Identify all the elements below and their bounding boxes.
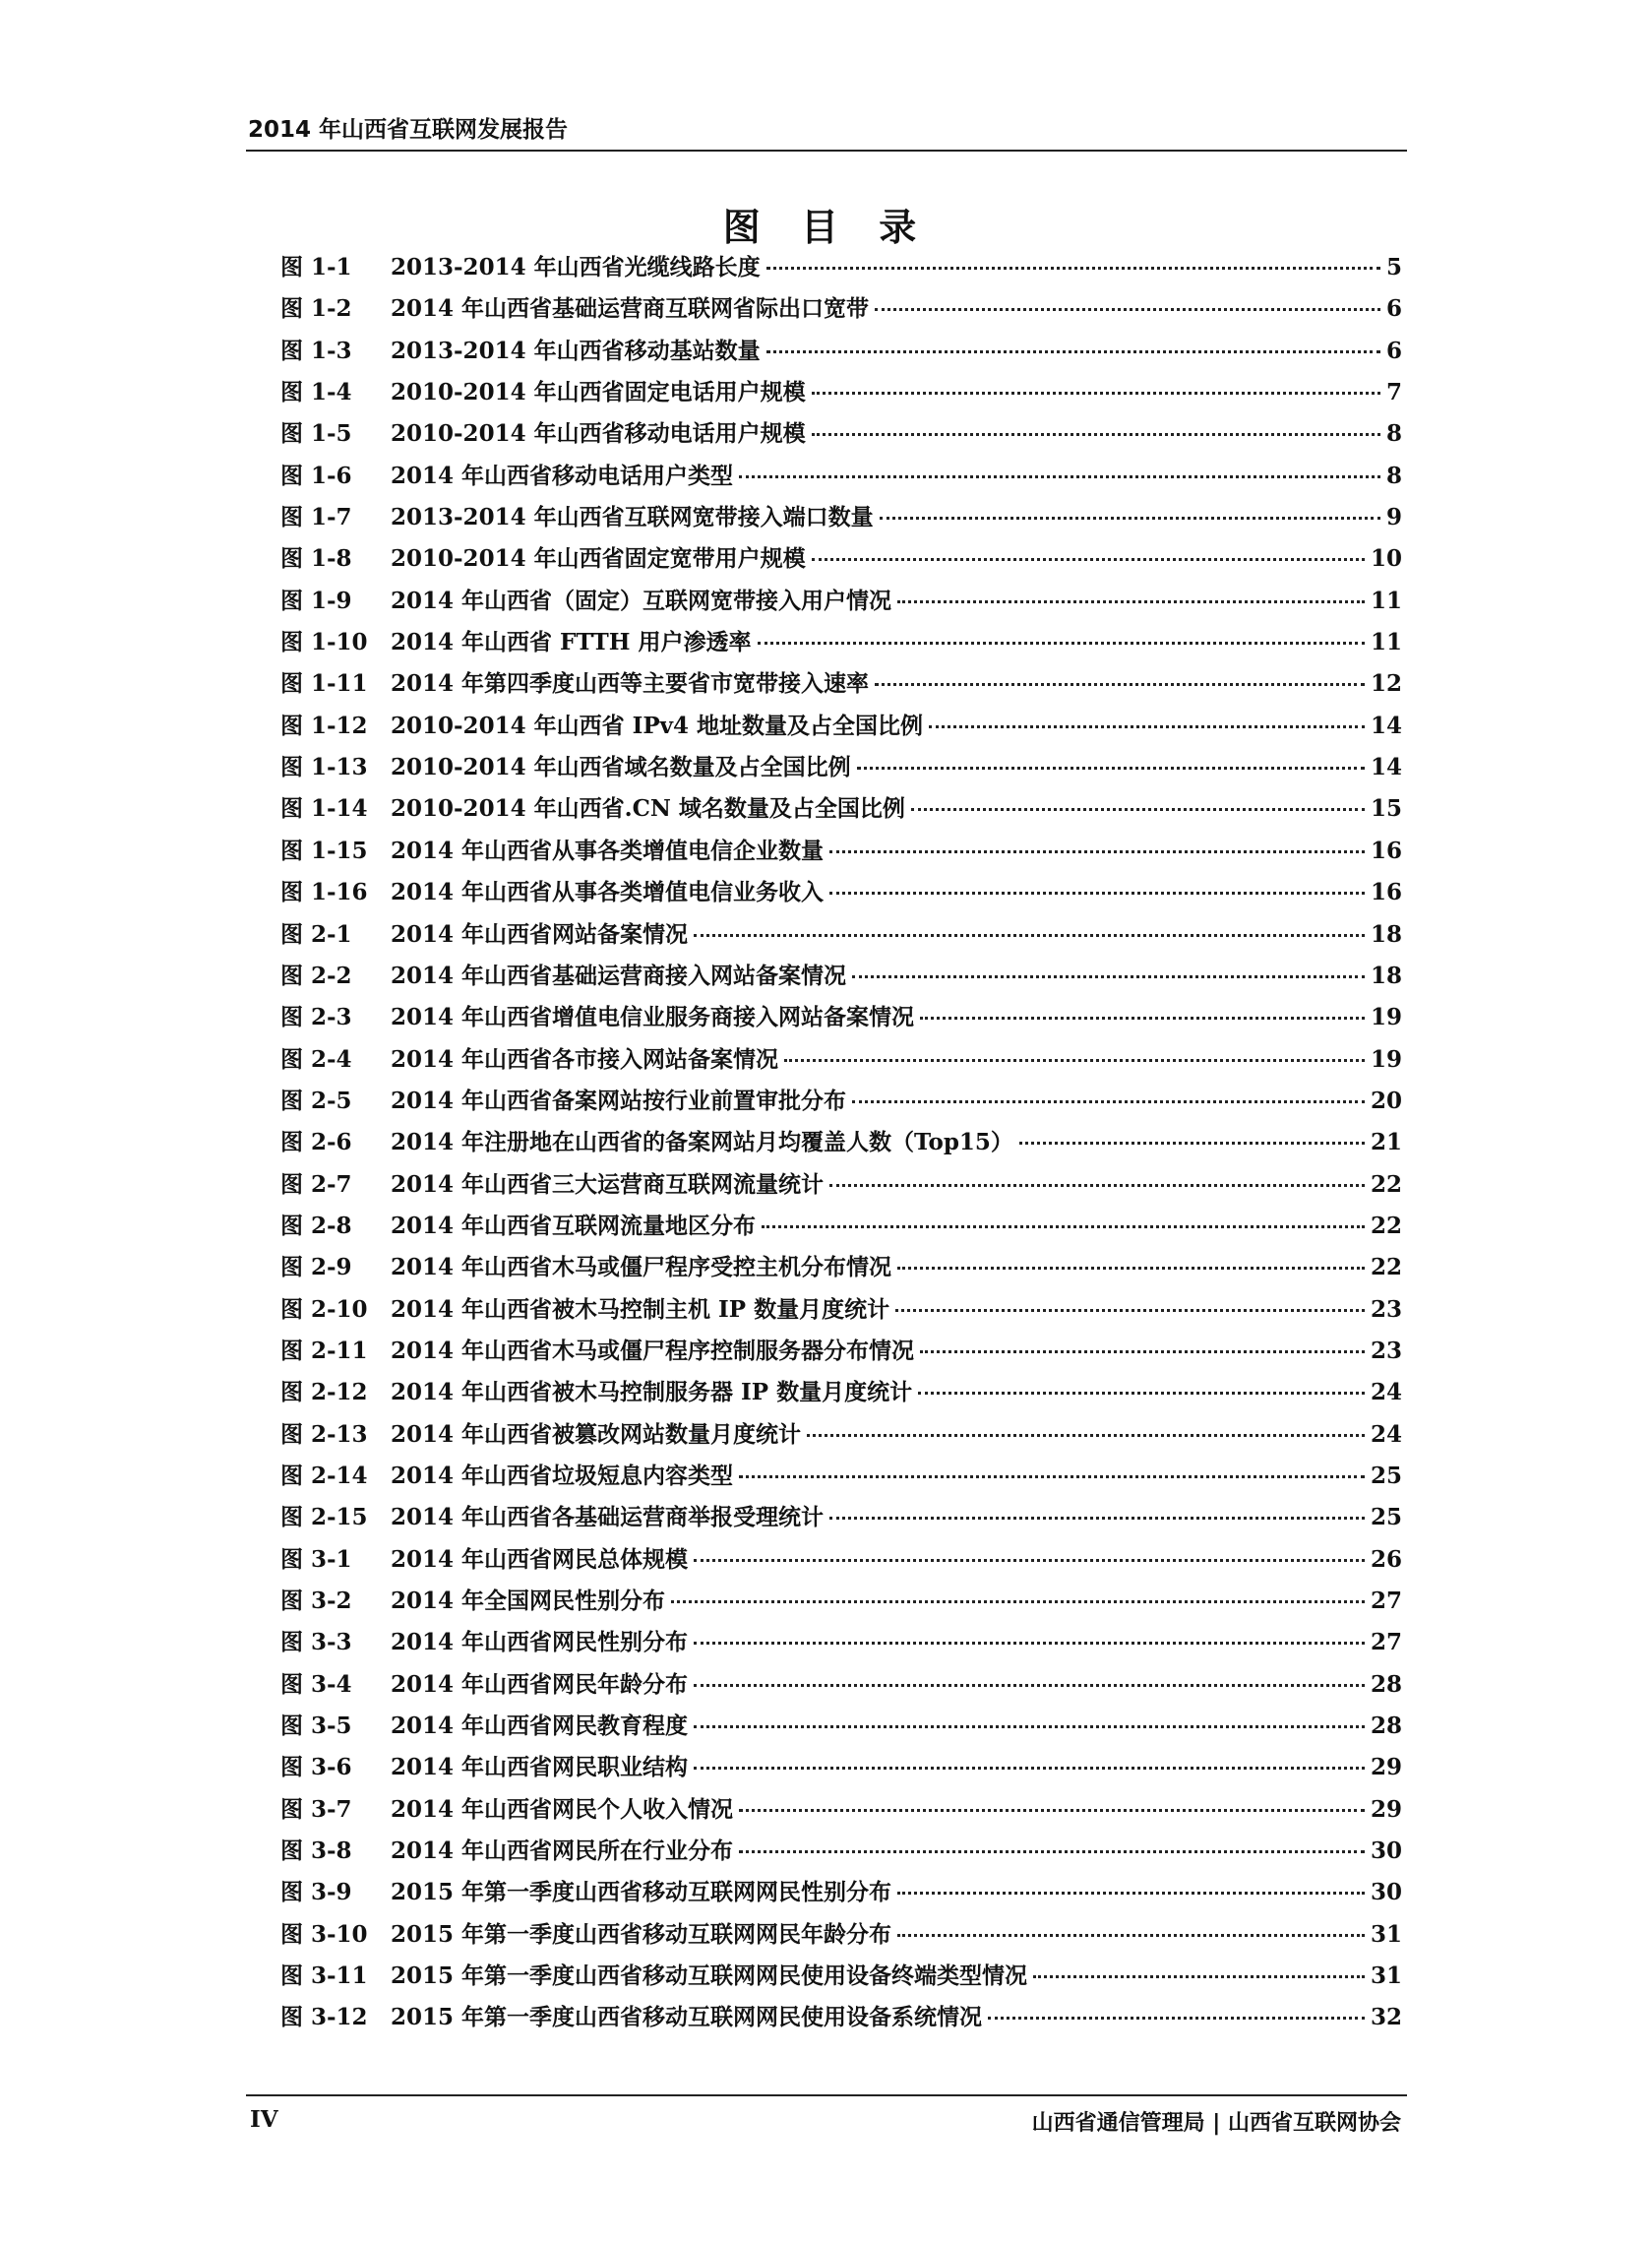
toc-entry[interactable] (280, 540, 1402, 582)
figure-number: 图 1-3 (280, 337, 352, 364)
toc-entry[interactable] (280, 833, 1402, 874)
figure-caption: 2014 年山西省（固定）互联网宽带接入用户情况 (391, 587, 892, 614)
figure-number: 图 2-7 (280, 1170, 352, 1198)
dot-leader (829, 850, 1365, 853)
figure-caption: 2013-2014 年山西省光缆线路长度 (391, 254, 761, 280)
page-reference: 25 (1370, 1462, 1402, 1489)
figure-caption: 2010-2014 年山西省域名数量及占全国比例 (391, 754, 851, 781)
figure-number: 图 3-3 (280, 1629, 352, 1656)
toc-entry[interactable] (280, 583, 1402, 624)
toc-entry[interactable] (280, 1166, 1402, 1208)
dot-leader (829, 1184, 1365, 1187)
figure-number: 图 1-12 (280, 712, 368, 739)
dot-leader (829, 892, 1365, 895)
dot-leader (812, 392, 1380, 395)
dot-leader (897, 1267, 1365, 1270)
figure-number: 图 3-11 (280, 1962, 368, 1990)
figure-caption: 2014 年山西省被木马控制服务器 IP 数量月度统计 (391, 1379, 913, 1406)
figure-caption: 2014 年山西省各基础运营商举报受理统计 (391, 1504, 825, 1531)
figure-caption: 2015 年第一季度山西省移动互联网网民性别分布 (391, 1879, 892, 1906)
toc-entry[interactable] (280, 1833, 1402, 1874)
dot-leader (739, 1475, 1365, 1478)
page-reference: 6 (1385, 337, 1402, 364)
dot-leader (739, 475, 1380, 478)
toc-entry[interactable] (280, 1666, 1402, 1708)
dot-leader (812, 433, 1380, 436)
figure-caption: 2015 年第一季度山西省移动互联网网民年龄分布 (391, 1920, 892, 1948)
dot-leader (897, 600, 1365, 603)
figure-caption: 2014 年山西省被木马控制主机 IP 数量月度统计 (391, 1295, 890, 1323)
toc-entry[interactable] (280, 1541, 1402, 1583)
figure-number: 图 1-14 (280, 795, 368, 823)
toc-entry[interactable] (280, 1458, 1402, 1499)
figure-caption: 2014 年山西省 FTTH 用户渗透率 (391, 629, 752, 656)
toc-entry[interactable] (280, 1624, 1402, 1665)
figure-number: 图 2-4 (280, 1045, 352, 1073)
page-reference: 10 (1370, 545, 1402, 573)
dot-leader (829, 1517, 1365, 1520)
figure-caption: 2013-2014 年山西省互联网宽带接入端口数量 (391, 504, 874, 531)
page-reference: 27 (1370, 1588, 1402, 1614)
figure-caption: 2010-2014 年山西省 IPv4 地址数量及占全国比例 (391, 712, 924, 739)
toc-entry[interactable] (280, 415, 1402, 457)
report-title: 2014 年山西省互联网发展报告 (248, 117, 569, 143)
dot-leader (694, 934, 1365, 937)
figure-caption: 2015 年第一季度山西省移动互联网网民使用设备系统情况 (391, 2004, 983, 2031)
dot-leader (875, 683, 1365, 686)
figure-number: 图 3-8 (280, 1837, 352, 1865)
figure-number: 图 2-15 (280, 1504, 368, 1531)
figure-number: 图 3-12 (280, 2004, 368, 2031)
dot-leader (1019, 1142, 1365, 1145)
toc-entry[interactable] (280, 1416, 1402, 1458)
figure-caption: 2014 年山西省木马或僵尸程序受控主机分布情况 (391, 1254, 892, 1281)
figure-number: 图 1-9 (280, 587, 352, 614)
toc-entry[interactable] (280, 958, 1402, 999)
figure-caption: 2014 年山西省垃圾短息内容类型 (391, 1462, 734, 1489)
figure-number: 图 1-13 (280, 754, 368, 781)
figure-caption: 2014 年山西省移动电话用户类型 (391, 462, 734, 489)
dot-leader (1033, 1975, 1365, 1978)
toc-entry[interactable] (280, 249, 1402, 290)
figure-number: 图 1-5 (280, 420, 352, 448)
toc-entry[interactable] (280, 1208, 1402, 1249)
page-reference: 16 (1370, 879, 1402, 906)
figure-number: 图 3-9 (280, 1879, 352, 1906)
figure-number: 图 3-10 (280, 1920, 368, 1948)
page-reference: 29 (1370, 1795, 1402, 1823)
page-number: IV (250, 2106, 278, 2133)
figure-number: 图 1-6 (280, 462, 352, 489)
figure-caption: 2010-2014 年山西省移动电话用户规模 (391, 420, 806, 448)
figure-number: 图 2-3 (280, 1004, 352, 1031)
toc-entry[interactable] (280, 1374, 1402, 1415)
figure-number: 图 2-11 (280, 1337, 368, 1364)
figure-number: 图 1-15 (280, 837, 368, 864)
page-reference: 24 (1370, 1420, 1402, 1448)
page-header (246, 110, 1407, 152)
page-reference: 26 (1370, 1545, 1402, 1573)
figure-caption: 2014 年山西省网民个人收入情况 (391, 1795, 734, 1823)
page-reference: 21 (1370, 1129, 1402, 1156)
page-reference: 24 (1370, 1379, 1402, 1406)
figure-number: 图 1-16 (280, 879, 368, 906)
figure-number: 图 3-5 (280, 1713, 352, 1740)
toc-entry[interactable] (280, 1999, 1402, 2040)
toc-entry[interactable] (280, 1499, 1402, 1540)
page-reference: 28 (1370, 1713, 1402, 1740)
figure-caption: 2014 年山西省网民年龄分布 (391, 1670, 689, 1698)
figure-caption: 2014 年山西省基础运营商互联网省际出口宽带 (391, 295, 870, 323)
dot-leader (671, 1600, 1365, 1603)
figure-caption: 2014 年山西省从事各类增值电信企业数量 (391, 837, 825, 864)
page-reference: 30 (1370, 1837, 1402, 1865)
page-reference: 31 (1370, 1920, 1402, 1948)
toc-entry[interactable] (280, 333, 1402, 374)
figure-number: 图 1-2 (280, 295, 352, 323)
figure-caption: 2015 年第一季度山西省移动互联网网民使用设备终端类型情况 (391, 1962, 1028, 1990)
page-reference: 29 (1370, 1754, 1402, 1781)
page-reference: 23 (1370, 1295, 1402, 1323)
page-reference: 6 (1385, 295, 1402, 323)
page-reference: 18 (1370, 920, 1402, 948)
page-reference: 9 (1385, 504, 1402, 531)
figure-number: 图 3-1 (280, 1545, 352, 1573)
page-reference: 19 (1370, 1004, 1402, 1031)
figure-number: 图 2-8 (280, 1212, 352, 1239)
dot-leader (918, 1392, 1365, 1395)
toc-entry[interactable] (280, 790, 1402, 832)
dot-leader (920, 1017, 1365, 1020)
figure-number: 图 2-9 (280, 1254, 352, 1281)
dot-leader (694, 1684, 1365, 1687)
page-footer (246, 2094, 1407, 2146)
page-title: 图 目 录 (722, 206, 931, 249)
figure-caption: 2014 年山西省备案网站按行业前置审批分布 (391, 1087, 847, 1114)
toc-entry[interactable] (280, 1124, 1402, 1165)
dot-leader (762, 1225, 1365, 1228)
dot-leader (897, 1892, 1365, 1895)
toc-entry[interactable] (280, 1708, 1402, 1749)
figure-caption: 2014 年山西省被篡改网站数量月度统计 (391, 1420, 802, 1448)
toc-entry[interactable] (280, 1333, 1402, 1374)
figure-caption: 2014 年第四季度山西等主要省市宽带接入速率 (391, 670, 870, 698)
figure-number: 图 1-10 (280, 629, 368, 656)
dot-leader (929, 725, 1365, 728)
dot-leader (766, 350, 1380, 353)
page-reference: 30 (1370, 1879, 1402, 1906)
dot-leader (852, 975, 1365, 978)
toc-entry[interactable] (280, 1041, 1402, 1083)
figure-caption: 2014 年山西省网民教育程度 (391, 1713, 689, 1740)
dot-leader (694, 1642, 1365, 1645)
figure-list (280, 249, 1402, 2041)
dot-leader (807, 1434, 1365, 1437)
page-reference: 12 (1370, 670, 1402, 698)
toc-entry[interactable] (280, 1749, 1402, 1790)
toc-entry[interactable] (280, 1874, 1402, 1915)
page-reference: 14 (1370, 754, 1402, 781)
figure-caption: 2014 年山西省增值电信业服务商接入网站备案情况 (391, 1004, 915, 1031)
figure-number: 图 3-4 (280, 1670, 352, 1698)
figure-caption: 2014 年山西省木马或僵尸程序控制服务器分布情况 (391, 1337, 915, 1364)
figure-number: 图 1-7 (280, 504, 352, 531)
page-reference: 16 (1370, 837, 1402, 864)
figure-caption: 2014 年山西省基础运营商接入网站备案情况 (391, 962, 847, 989)
toc-entry[interactable] (280, 1916, 1402, 1958)
page-reference: 32 (1370, 2004, 1402, 2031)
page-reference: 11 (1370, 629, 1402, 656)
toc-entry[interactable] (280, 458, 1402, 499)
dot-leader (694, 1767, 1365, 1770)
figure-caption: 2014 年山西省从事各类增值电信业务收入 (391, 879, 825, 906)
dot-leader (694, 1559, 1365, 1562)
toc-entry[interactable] (280, 708, 1402, 749)
toc-entry[interactable] (280, 499, 1402, 540)
page-reference: 19 (1370, 1045, 1402, 1073)
dot-leader (758, 642, 1365, 645)
figure-caption: 2014 年山西省网民性别分布 (391, 1629, 689, 1656)
figure-number: 图 3-7 (280, 1795, 352, 1823)
figure-caption: 2014 年全国网民性别分布 (391, 1588, 666, 1614)
figure-number: 图 1-4 (280, 379, 352, 406)
dot-leader (739, 1850, 1365, 1853)
figure-caption: 2014 年山西省网站备案情况 (391, 920, 689, 948)
toc-entry[interactable] (280, 999, 1402, 1040)
figure-number: 图 2-12 (280, 1379, 368, 1406)
dot-leader (812, 558, 1365, 561)
dot-leader (911, 808, 1365, 811)
page-reference: 25 (1370, 1504, 1402, 1531)
page-reference: 8 (1385, 420, 1402, 448)
figure-number: 图 2-1 (280, 920, 352, 948)
figure-caption: 2014 年山西省三大运营商互联网流量统计 (391, 1170, 825, 1198)
toc-entry[interactable] (280, 665, 1402, 707)
toc-entry[interactable] (280, 874, 1402, 915)
toc-entry[interactable] (280, 1291, 1402, 1333)
page-reference: 18 (1370, 962, 1402, 989)
page-reference: 31 (1370, 1962, 1402, 1990)
figure-number: 图 1-1 (280, 254, 352, 280)
figure-caption: 2010-2014 年山西省.CN 域名数量及占全国比例 (391, 795, 905, 823)
page-reference: 11 (1370, 587, 1402, 614)
toc-entry[interactable] (280, 374, 1402, 415)
dot-leader (766, 267, 1380, 270)
figure-number: 图 2-14 (280, 1462, 368, 1489)
page-reference: 23 (1370, 1337, 1402, 1364)
dot-leader (895, 1309, 1365, 1312)
toc-entry[interactable] (280, 916, 1402, 958)
page-reference: 5 (1385, 254, 1402, 280)
toc-entry[interactable] (280, 1791, 1402, 1833)
page-reference: 22 (1370, 1212, 1402, 1239)
page-reference: 8 (1385, 462, 1402, 489)
figure-number: 图 2-6 (280, 1129, 352, 1156)
toc-entry[interactable] (280, 624, 1402, 665)
figure-caption: 2014 年山西省网民所在行业分布 (391, 1837, 734, 1865)
page-reference: 28 (1370, 1670, 1402, 1698)
dot-leader (897, 1934, 1365, 1937)
dot-leader (988, 2017, 1365, 2020)
figure-caption: 2014 年山西省各市接入网站备案情况 (391, 1045, 779, 1073)
figure-caption: 2013-2014 年山西省移动基站数量 (391, 337, 761, 364)
dot-leader (784, 1059, 1365, 1062)
page-reference: 7 (1385, 379, 1402, 406)
page-reference: 15 (1370, 795, 1402, 823)
figure-number: 图 2-10 (280, 1295, 368, 1323)
figure-caption: 2014 年山西省网民总体规模 (391, 1545, 689, 1573)
dot-leader (739, 1809, 1365, 1812)
figure-caption: 2014 年注册地在山西省的备案网站月均覆盖人数（Top15） (391, 1129, 1013, 1156)
page-reference: 27 (1370, 1629, 1402, 1656)
dot-leader (694, 1725, 1365, 1728)
figure-number: 图 1-11 (280, 670, 368, 698)
footer-organization: 山西省通信管理局 | 山西省互联网协会 (1031, 2111, 1401, 2136)
page-reference: 22 (1370, 1254, 1402, 1281)
figure-caption: 2014 年山西省网民职业结构 (391, 1754, 689, 1781)
figure-number: 图 3-6 (280, 1754, 352, 1781)
toc-entry[interactable] (280, 1958, 1402, 1999)
figure-number: 图 2-13 (280, 1420, 368, 1448)
page-reference: 22 (1370, 1170, 1402, 1198)
dot-leader (920, 1350, 1365, 1353)
dot-leader (880, 517, 1380, 520)
figure-number: 图 2-5 (280, 1087, 352, 1114)
figure-number: 图 1-8 (280, 545, 352, 573)
figure-caption: 2010-2014 年山西省固定电话用户规模 (391, 379, 806, 406)
page-reference: 20 (1370, 1087, 1402, 1114)
dot-leader (857, 767, 1365, 770)
toc-entry[interactable] (280, 290, 1402, 332)
dot-leader (875, 308, 1380, 311)
page-reference: 14 (1370, 712, 1402, 739)
figure-number: 图 2-2 (280, 962, 352, 989)
figure-caption: 2014 年山西省互联网流量地区分布 (391, 1212, 757, 1239)
figure-number: 图 3-2 (280, 1588, 352, 1614)
toc-entry[interactable] (280, 749, 1402, 790)
dot-leader (852, 1100, 1365, 1103)
figure-caption: 2010-2014 年山西省固定宽带用户规模 (391, 545, 806, 573)
toc-entry[interactable] (280, 1583, 1402, 1624)
toc-entry[interactable] (280, 1083, 1402, 1124)
toc-entry[interactable] (280, 1249, 1402, 1290)
